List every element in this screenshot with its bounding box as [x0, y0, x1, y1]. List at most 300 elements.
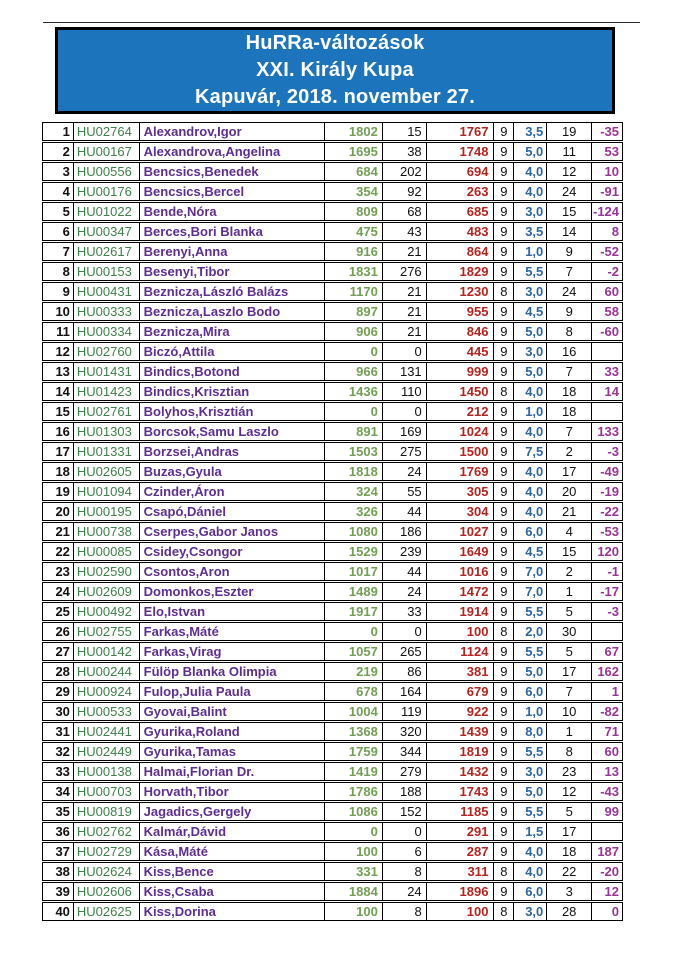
- rating-change-cell: 1: [611, 683, 620, 699]
- rating-change-cell: 8: [611, 223, 620, 239]
- rating-change-cell: 13: [604, 763, 620, 779]
- rank-cell: 37: [43, 843, 74, 860]
- games-count-cell: 279: [383, 763, 427, 780]
- player-name-cell: Kalmár,Dávid: [140, 823, 325, 840]
- rating-change-cell: 99: [604, 803, 620, 819]
- rating-change-cell: -2: [607, 263, 620, 279]
- new-rating-cell: 1896: [427, 883, 495, 900]
- rating-change-cell: -124: [592, 203, 620, 219]
- k-factor-cell: 10: [547, 703, 592, 720]
- player-id-cell: HU02590: [74, 563, 140, 580]
- rating-change-cell: -49: [600, 463, 620, 479]
- new-rating-cell: 1450: [427, 383, 495, 400]
- player-name-cell: Berenyi,Anna: [140, 243, 325, 260]
- player-id-cell: HU00819: [74, 803, 140, 820]
- new-rating-cell: 864: [427, 243, 495, 260]
- old-rating-cell: 1759: [325, 743, 383, 760]
- old-rating-cell: 475: [325, 223, 383, 240]
- rating-change-cell: 33: [604, 363, 620, 379]
- new-rating-cell: 1767: [427, 123, 495, 140]
- games-count-cell: 24: [383, 583, 427, 600]
- k-factor-cell: 7: [547, 263, 592, 280]
- rating-change-cell: 60: [604, 283, 620, 299]
- old-rating-cell: 891: [325, 423, 383, 440]
- player-id-cell: HU00085: [74, 543, 140, 560]
- new-rating-cell: 483: [427, 223, 495, 240]
- k-factor-cell: 19: [547, 123, 592, 140]
- rating-change-cell: 120: [597, 543, 620, 559]
- k-factor-cell: 18: [547, 843, 592, 860]
- k-factor-cell: 8: [547, 743, 592, 760]
- new-rating-cell: 100: [427, 623, 495, 640]
- old-rating-cell: 1786: [325, 783, 383, 800]
- old-rating-cell: 1419: [325, 763, 383, 780]
- new-rating-cell: 1016: [427, 563, 495, 580]
- old-rating-cell: 1170: [325, 283, 383, 300]
- rating-change-cell: 67: [604, 643, 620, 659]
- points-cell: 7,5: [514, 443, 547, 460]
- points-cell: 5,0: [514, 663, 547, 680]
- new-rating-cell: 1439: [427, 723, 495, 740]
- rounds-cell: 9: [494, 483, 514, 500]
- games-count-cell: 239: [383, 543, 427, 560]
- points-cell: 4,0: [514, 863, 547, 880]
- rounds-cell: 9: [494, 543, 514, 560]
- table-row: [42, 562, 623, 581]
- rating-change-cell: 60: [604, 743, 620, 759]
- games-count-cell: 202: [383, 163, 427, 180]
- player-id-cell: HU00347: [74, 223, 140, 240]
- rank-cell: 1: [43, 123, 74, 140]
- table-row: [42, 382, 623, 401]
- table-row: [42, 582, 623, 601]
- old-rating-cell: 1489: [325, 583, 383, 600]
- rank-cell: 23: [43, 563, 74, 580]
- k-factor-cell: 9: [547, 303, 592, 320]
- player-id-cell: HU00142: [74, 643, 140, 660]
- old-rating-cell: 916: [325, 243, 383, 260]
- new-rating-cell: 1769: [427, 463, 495, 480]
- player-id-cell: HU00244: [74, 663, 140, 680]
- event-location-date: Kapuvár, 2018. november 27.: [195, 86, 475, 108]
- rounds-cell: 9: [494, 163, 514, 180]
- points-cell: 4,0: [514, 383, 547, 400]
- k-factor-cell: 16: [547, 343, 592, 360]
- games-count-cell: 8: [383, 903, 427, 920]
- old-rating-cell: 0: [325, 823, 383, 840]
- player-name-cell: Fulop,Julia Paula: [140, 683, 325, 700]
- games-count-cell: 320: [383, 723, 427, 740]
- old-rating-cell: 0: [325, 403, 383, 420]
- rank-cell: 26: [43, 623, 74, 640]
- old-rating-cell: 684: [325, 163, 383, 180]
- rank-cell: 38: [43, 863, 74, 880]
- new-rating-cell: 694: [427, 163, 495, 180]
- table-row: [42, 422, 623, 441]
- rating-change-cell: 10: [604, 163, 620, 179]
- points-cell: 4,0: [514, 463, 547, 480]
- table-row: [42, 442, 623, 461]
- points-cell: 6,0: [514, 883, 547, 900]
- old-rating-cell: 331: [325, 863, 383, 880]
- table-row: [42, 822, 623, 841]
- old-rating-cell: 1884: [325, 883, 383, 900]
- table-row: [42, 182, 623, 201]
- old-rating-cell: 0: [325, 623, 383, 640]
- player-name-cell: Alexandrova,Angelina: [140, 143, 325, 160]
- points-cell: 6,0: [514, 523, 547, 540]
- player-name-cell: Borcsok,Samu Laszlo: [140, 423, 325, 440]
- new-rating-cell: 999: [427, 363, 495, 380]
- rank-cell: 14: [43, 383, 74, 400]
- player-id-cell: HU02625: [74, 903, 140, 920]
- new-rating-cell: 922: [427, 703, 495, 720]
- new-rating-cell: 1027: [427, 523, 495, 540]
- player-name-cell: Bindics,Botond: [140, 363, 325, 380]
- rounds-cell: 9: [494, 683, 514, 700]
- rounds-cell: 9: [494, 243, 514, 260]
- old-rating-cell: 0: [325, 343, 383, 360]
- k-factor-cell: 12: [547, 783, 592, 800]
- rating-change-cell: -60: [600, 323, 620, 339]
- table-row: [42, 482, 623, 501]
- points-cell: 4,0: [514, 163, 547, 180]
- old-rating-cell: 1802: [325, 123, 383, 140]
- points-cell: 1,0: [514, 703, 547, 720]
- rounds-cell: 9: [494, 523, 514, 540]
- rounds-cell: 9: [494, 323, 514, 340]
- new-rating-cell: 846: [427, 323, 495, 340]
- table-row: [42, 122, 623, 141]
- new-rating-cell: 1432: [427, 763, 495, 780]
- rank-cell: 24: [43, 583, 74, 600]
- player-name-cell: Bencsics,Benedek: [140, 163, 325, 180]
- rating-change-cell: -22: [600, 503, 620, 519]
- table-row: [42, 782, 623, 801]
- player-name-cell: Beznicza,Mira: [140, 323, 325, 340]
- points-cell: 4,0: [514, 503, 547, 520]
- rounds-cell: 9: [494, 263, 514, 280]
- rounds-cell: 9: [494, 143, 514, 160]
- table-row: [42, 702, 623, 721]
- player-name-cell: Buzas,Gyula: [140, 463, 325, 480]
- rounds-cell: 8: [494, 383, 514, 400]
- table-row: [42, 242, 623, 261]
- rating-change-cell: [592, 403, 622, 420]
- rating-change-cell: -82: [600, 703, 620, 719]
- player-name-cell: Jagadics,Gergely: [140, 803, 325, 820]
- old-rating-cell: 1503: [325, 443, 383, 460]
- points-cell: 5,0: [514, 363, 547, 380]
- points-cell: 3,0: [514, 203, 547, 220]
- games-count-cell: 21: [383, 243, 427, 260]
- rounds-cell: 9: [494, 563, 514, 580]
- old-rating-cell: 1831: [325, 263, 383, 280]
- games-count-cell: 265: [383, 643, 427, 660]
- games-count-cell: 186: [383, 523, 427, 540]
- table-row: [42, 362, 623, 381]
- player-name-cell: Biczó,Attila: [140, 343, 325, 360]
- points-cell: 5,0: [514, 143, 547, 160]
- old-rating-cell: 1086: [325, 803, 383, 820]
- rank-cell: 3: [43, 163, 74, 180]
- rating-change-cell: 71: [604, 723, 620, 739]
- rank-cell: 8: [43, 263, 74, 280]
- new-rating-cell: 1819: [427, 743, 495, 760]
- rounds-cell: 9: [494, 463, 514, 480]
- player-id-cell: HU02606: [74, 883, 140, 900]
- rank-cell: 39: [43, 883, 74, 900]
- rounds-cell: 8: [494, 623, 514, 640]
- title-banner: [55, 27, 615, 114]
- rank-cell: 34: [43, 783, 74, 800]
- rank-cell: 5: [43, 203, 74, 220]
- rank-cell: 30: [43, 703, 74, 720]
- player-id-cell: HU00703: [74, 783, 140, 800]
- games-count-cell: 86: [383, 663, 427, 680]
- games-count-cell: 188: [383, 783, 427, 800]
- rounds-cell: 9: [494, 223, 514, 240]
- player-name-cell: Gyurika,Roland: [140, 723, 325, 740]
- new-rating-cell: 1185: [427, 803, 495, 820]
- player-name-cell: Berces,Bori Blanka: [140, 223, 325, 240]
- games-count-cell: 0: [383, 343, 427, 360]
- player-name-cell: Czinder,Áron: [140, 483, 325, 500]
- old-rating-cell: 1080: [325, 523, 383, 540]
- k-factor-cell: 18: [547, 383, 592, 400]
- rank-cell: 17: [43, 443, 74, 460]
- k-factor-cell: 5: [547, 643, 592, 660]
- k-factor-cell: 28: [547, 903, 592, 920]
- rounds-cell: 9: [494, 203, 514, 220]
- table-row: [42, 742, 623, 761]
- table-row: [42, 222, 623, 241]
- rank-cell: 18: [43, 463, 74, 480]
- rank-cell: 29: [43, 683, 74, 700]
- player-name-cell: Besenyi,Tibor: [140, 263, 325, 280]
- new-rating-cell: 291: [427, 823, 495, 840]
- points-cell: 6,0: [514, 683, 547, 700]
- rating-change-cell: 12: [604, 883, 620, 899]
- rounds-cell: 8: [494, 863, 514, 880]
- player-id-cell: HU01094: [74, 483, 140, 500]
- points-cell: 4,5: [514, 543, 547, 560]
- table-row: [42, 142, 623, 161]
- table-row: [42, 262, 623, 281]
- k-factor-cell: 1: [547, 723, 592, 740]
- games-count-cell: 68: [383, 203, 427, 220]
- table-row: [42, 642, 623, 661]
- table-row: [42, 462, 623, 481]
- rating-changes-table: [42, 122, 623, 922]
- old-rating-cell: 324: [325, 483, 383, 500]
- player-name-cell: Fülöp Blanka Olimpia: [140, 663, 325, 680]
- old-rating-cell: 326: [325, 503, 383, 520]
- old-rating-cell: 1695: [325, 143, 383, 160]
- player-name-cell: Csapó,Dániel: [140, 503, 325, 520]
- new-rating-cell: 679: [427, 683, 495, 700]
- new-rating-cell: 1829: [427, 263, 495, 280]
- player-id-cell: HU02624: [74, 863, 140, 880]
- table-row: [42, 402, 623, 421]
- rating-change-cell: -20: [600, 863, 620, 879]
- k-factor-cell: 2: [547, 563, 592, 580]
- k-factor-cell: 5: [547, 603, 592, 620]
- points-cell: 4,0: [514, 483, 547, 500]
- table-row: [42, 302, 623, 321]
- games-count-cell: 0: [383, 823, 427, 840]
- k-factor-cell: 7: [547, 683, 592, 700]
- rounds-cell: 9: [494, 123, 514, 140]
- old-rating-cell: 219: [325, 663, 383, 680]
- player-id-cell: HU00176: [74, 183, 140, 200]
- player-id-cell: HU02729: [74, 843, 140, 860]
- old-rating-cell: 809: [325, 203, 383, 220]
- k-factor-cell: 12: [547, 163, 592, 180]
- player-name-cell: Cserpes,Gabor Janos: [140, 523, 325, 540]
- new-rating-cell: 1500: [427, 443, 495, 460]
- points-cell: 5,5: [514, 743, 547, 760]
- new-rating-cell: 304: [427, 503, 495, 520]
- rank-cell: 35: [43, 803, 74, 820]
- player-name-cell: Bende,Nóra: [140, 203, 325, 220]
- old-rating-cell: 897: [325, 303, 383, 320]
- old-rating-cell: 1436: [325, 383, 383, 400]
- player-id-cell: HU00333: [74, 303, 140, 320]
- new-rating-cell: 1124: [427, 643, 495, 660]
- rating-change-cell: -3: [607, 443, 620, 459]
- points-cell: 7,0: [514, 563, 547, 580]
- player-name-cell: Beznicza,László Balázs: [140, 283, 325, 300]
- player-name-cell: Bolyhos,Krisztián: [140, 403, 325, 420]
- games-count-cell: 131: [383, 363, 427, 380]
- table-row: [42, 342, 623, 361]
- player-name-cell: Kiss,Bence: [140, 863, 325, 880]
- points-cell: 7,0: [514, 583, 547, 600]
- player-name-cell: Gyovai,Balint: [140, 703, 325, 720]
- k-factor-cell: 11: [547, 143, 592, 160]
- table-row: [42, 542, 623, 561]
- player-name-cell: Kiss,Csaba: [140, 883, 325, 900]
- new-rating-cell: 287: [427, 843, 495, 860]
- rounds-cell: 9: [494, 843, 514, 860]
- rating-change-cell: -53: [600, 523, 620, 539]
- games-count-cell: 21: [383, 283, 427, 300]
- k-factor-cell: 20: [547, 483, 592, 500]
- rating-change-cell: -52: [600, 243, 620, 259]
- k-factor-cell: 30: [547, 623, 592, 640]
- player-id-cell: HU02761: [74, 403, 140, 420]
- points-cell: 5,5: [514, 603, 547, 620]
- rounds-cell: 9: [494, 883, 514, 900]
- table-row: [42, 862, 623, 881]
- player-name-cell: Csidey,Csongor: [140, 543, 325, 560]
- rank-cell: 22: [43, 543, 74, 560]
- table-row: [42, 842, 623, 861]
- player-name-cell: Farkas,Virag: [140, 643, 325, 660]
- k-factor-cell: 14: [547, 223, 592, 240]
- rank-cell: 10: [43, 303, 74, 320]
- table-row: [42, 802, 623, 821]
- player-id-cell: HU02764: [74, 123, 140, 140]
- rank-cell: 19: [43, 483, 74, 500]
- old-rating-cell: 1004: [325, 703, 383, 720]
- player-id-cell: HU02760: [74, 343, 140, 360]
- rating-change-cell: -91: [600, 183, 620, 199]
- games-count-cell: 152: [383, 803, 427, 820]
- rank-cell: 15: [43, 403, 74, 420]
- old-rating-cell: 678: [325, 683, 383, 700]
- games-count-cell: 0: [383, 623, 427, 640]
- games-count-cell: 164: [383, 683, 427, 700]
- player-name-cell: Bindics,Krisztian: [140, 383, 325, 400]
- player-id-cell: HU02617: [74, 243, 140, 260]
- player-name-cell: Farkas,Máté: [140, 623, 325, 640]
- points-cell: 4,0: [514, 423, 547, 440]
- new-rating-cell: 445: [427, 343, 495, 360]
- games-count-cell: 8: [383, 863, 427, 880]
- rounds-cell: 9: [494, 343, 514, 360]
- old-rating-cell: 1368: [325, 723, 383, 740]
- points-cell: 5,5: [514, 803, 547, 820]
- table-row: [42, 682, 623, 701]
- rounds-cell: 9: [494, 583, 514, 600]
- k-factor-cell: 18: [547, 403, 592, 420]
- rating-change-cell: 53: [604, 143, 620, 159]
- rounds-cell: 9: [494, 783, 514, 800]
- k-factor-cell: 5: [547, 803, 592, 820]
- old-rating-cell: 100: [325, 903, 383, 920]
- k-factor-cell: 21: [547, 503, 592, 520]
- rounds-cell: 9: [494, 403, 514, 420]
- rank-cell: 11: [43, 323, 74, 340]
- points-cell: 4,5: [514, 303, 547, 320]
- points-cell: 8,0: [514, 723, 547, 740]
- player-name-cell: Beznicza,Laszlo Bodo: [140, 303, 325, 320]
- rounds-cell: 8: [494, 283, 514, 300]
- new-rating-cell: 1743: [427, 783, 495, 800]
- rating-change-cell: -17: [600, 583, 620, 599]
- rank-cell: 12: [43, 343, 74, 360]
- rounds-cell: 9: [494, 443, 514, 460]
- points-cell: 3,0: [514, 903, 547, 920]
- games-count-cell: 169: [383, 423, 427, 440]
- player-id-cell: HU02609: [74, 583, 140, 600]
- k-factor-cell: 7: [547, 423, 592, 440]
- rounds-cell: 9: [494, 503, 514, 520]
- k-factor-cell: 15: [547, 543, 592, 560]
- new-rating-cell: 1649: [427, 543, 495, 560]
- rank-cell: 9: [43, 283, 74, 300]
- rank-cell: 25: [43, 603, 74, 620]
- player-name-cell: Horvath,Tibor: [140, 783, 325, 800]
- games-count-cell: 119: [383, 703, 427, 720]
- k-factor-cell: 2: [547, 443, 592, 460]
- player-name-cell: Kiss,Dorina: [140, 903, 325, 920]
- player-id-cell: HU00533: [74, 703, 140, 720]
- rounds-cell: 9: [494, 663, 514, 680]
- player-id-cell: HU02605: [74, 463, 140, 480]
- rank-cell: 21: [43, 523, 74, 540]
- rank-cell: 31: [43, 723, 74, 740]
- player-id-cell: HU00738: [74, 523, 140, 540]
- player-name-cell: Gyurika,Tamas: [140, 743, 325, 760]
- new-rating-cell: 685: [427, 203, 495, 220]
- table-row: [42, 602, 623, 621]
- rounds-cell: 9: [494, 303, 514, 320]
- old-rating-cell: 1818: [325, 463, 383, 480]
- rounds-cell: 9: [494, 703, 514, 720]
